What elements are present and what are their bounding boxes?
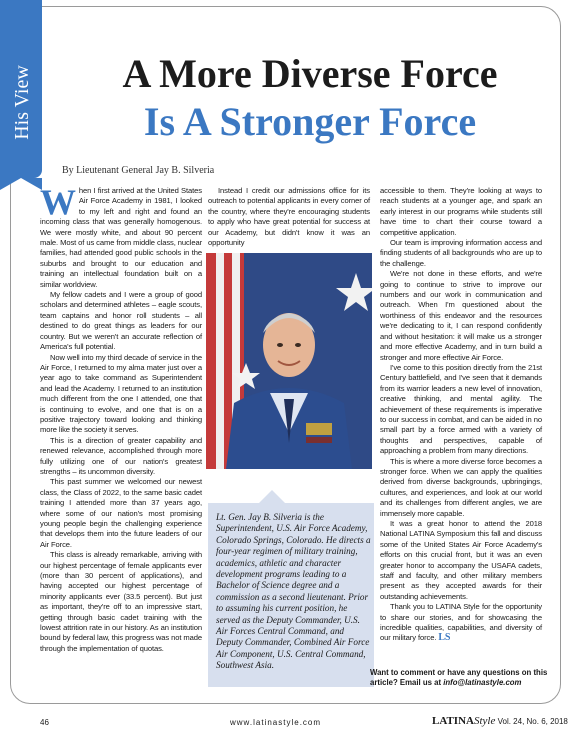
article-column-3 — [380, 186, 542, 644]
portrait-illustration — [206, 253, 372, 469]
headline-line-1: A More Diverse Force — [122, 51, 498, 96]
article-paragraph: We're not done in these efforts, and we're going to continue to strive to improve our numbers and our work in communication and outreach. When I'm questioned about the worthiness of this endeavor and the resources we're dedicating to it, I can respond confidently and without hesitation: it will make us a stronger and more effective Academy, and in turn build a stronger and more effective Air Force. — [380, 269, 542, 362]
drop-cap: W — [40, 182, 76, 222]
section-tab-label — [2, 62, 42, 142]
article-paragraph: Thank you to LATINA Style for the opportunity to share our stories, and for showcasing the incredible qualities, capabilities, and diversity of our military force. LS — [380, 602, 542, 644]
magazine-script: Style — [473, 715, 496, 727]
article-column-2 — [208, 186, 370, 248]
article-paragraph: Instead I credit our admissions office for its outreach to potential applicants in every corner of the country, where they're encouraging students to apply who have great potential for success at our Academy, but didn't know it was an opportunity — [208, 186, 370, 248]
comment-text: Want to comment or have any questions on this article? Email us at — [370, 668, 548, 687]
caption-notch — [258, 490, 286, 504]
end-mark: LS — [438, 632, 451, 644]
article-paragraph: I've come to this position directly from the 21st Century battlefield, and I've seen that it demands from its warrior leaders a new level of innovation, creative thinking, and mental agility. The achievement of these requirements is imperative to our success in combat, and can be aided in no small part by a force armed with a variety of thoughts and perspectives, capable of approaching a problem from many directions. — [380, 362, 542, 456]
article-paragraph: This is a direction of greater capability and renewed relevance, accomplished through more fully utilizing one of our nation's greatest strengths – its uncommon diversity. — [40, 435, 202, 476]
section-tab-text: His View — [10, 64, 33, 140]
footer-magazine — [432, 715, 568, 727]
article-paragraph: When I first arrived at the United States Air Force Academy in 1981, I looked to my left and right and found an incoming class that was generally homogenous. We were mostly white, and about 90 percent male. Most of us came from middle class, nuclear families, had attended good public schools in the suburbs and brought to our education and training an intellectual foundation built on a similar worldview. — [40, 182, 202, 289]
article-paragraph: It was a great honor to attend the 2018 National LATINA Symposium this fall and discuss some of the United States Air Force Academy's efforts on this crucial front, but it was an even greater honor to accompany the USAFA cadets, staff and faculty, and other military members present as they accepted awards for their outstanding achievements. — [380, 519, 542, 601]
headline-line-2: Is A Stronger Force — [143, 99, 477, 144]
article-paragraph: This class is already remarkable, arriving with our highest percentage of female applicants ever (more than 30 percent of applications), and having accepted our highest percentage of minority applicants ever (33.5 percent). But just as important, they're off to an impressive start, getting through basic cadet training with the lowest attrition rate in our history. As an institution bound by federal law, this progress was not made through the implementation of quotas. — [40, 550, 202, 653]
article-paragraph: Now well into my third decade of service in the Air Force, I returned to my alma mater just over a year ago to take command as Superintendent and lead the Academy. I returned to an institution much different from the one I attended, one that is continuing to evolve, and one that is on a positive trajectory toward looking and thinking more like the society it serves. — [40, 352, 202, 435]
article-column-1 — [40, 182, 202, 654]
article-paragraph: My fellow cadets and I were a group of good scholars and determined athletes – eagle scouts, team captains and honor roll students – all destined to do great things as leaders for our country. But we weren't an accurate reflection of America's full potential. — [40, 290, 202, 352]
issue-info: Vol. 24, No. 6, 2018 — [497, 717, 568, 726]
article-paragraph: This past summer we welcomed our newest class, the Class of 2022, to the same basic cadet training I attended more than 37 years ago, where some of our nation's most promising young people begin the challenging experience that develops them into the future leaders of our Air Force. — [40, 477, 202, 549]
photo-caption: Lt. Gen. Jay B. Silveria is the Superintendent, U.S. Air Force Academy, Colorado Springs, Colorado. He directs a four-year regimen of military training, academics, athletic and character development programs leading to a Bachelor of Science degree and a commission as a second lieutenant. Prior to assuming his current position, he served as the Deputy Commander, U.S. Air Forces Central Command, and Deputy Commander, Combined Air Force Air Component, U.S. Central Command, Southwest Asia. — [216, 512, 371, 671]
footer-website[interactable]: www.latinastyle.com — [230, 718, 322, 727]
article-paragraph: This is where a more diverse force becomes a stronger force. When we can apply the qualities derived from diverse backgrounds, upbringings, cultures, and experiences, and look at our world and its challenges from different angles, we are immensely more capable. — [380, 456, 542, 518]
comment-email-link[interactable]: info@latinastyle.com — [443, 678, 522, 687]
article-paragraph: accessible to them. They're looking at ways to reach students at a younger age, and spark an early interest in our programs while students still have time to chart their course toward a competitive application. — [380, 186, 542, 237]
page-number: 46 — [40, 718, 49, 727]
magazine-name: LATINA — [432, 715, 474, 727]
article-paragraph: Our team is improving information access and finding students of all backgrounds who are up to the challenge. — [380, 238, 542, 268]
section-tab-point — [0, 178, 42, 190]
byline: By Lieutenant General Jay B. Silveria — [62, 165, 215, 176]
comment-callout — [370, 668, 548, 688]
portrait-photo — [206, 253, 372, 469]
